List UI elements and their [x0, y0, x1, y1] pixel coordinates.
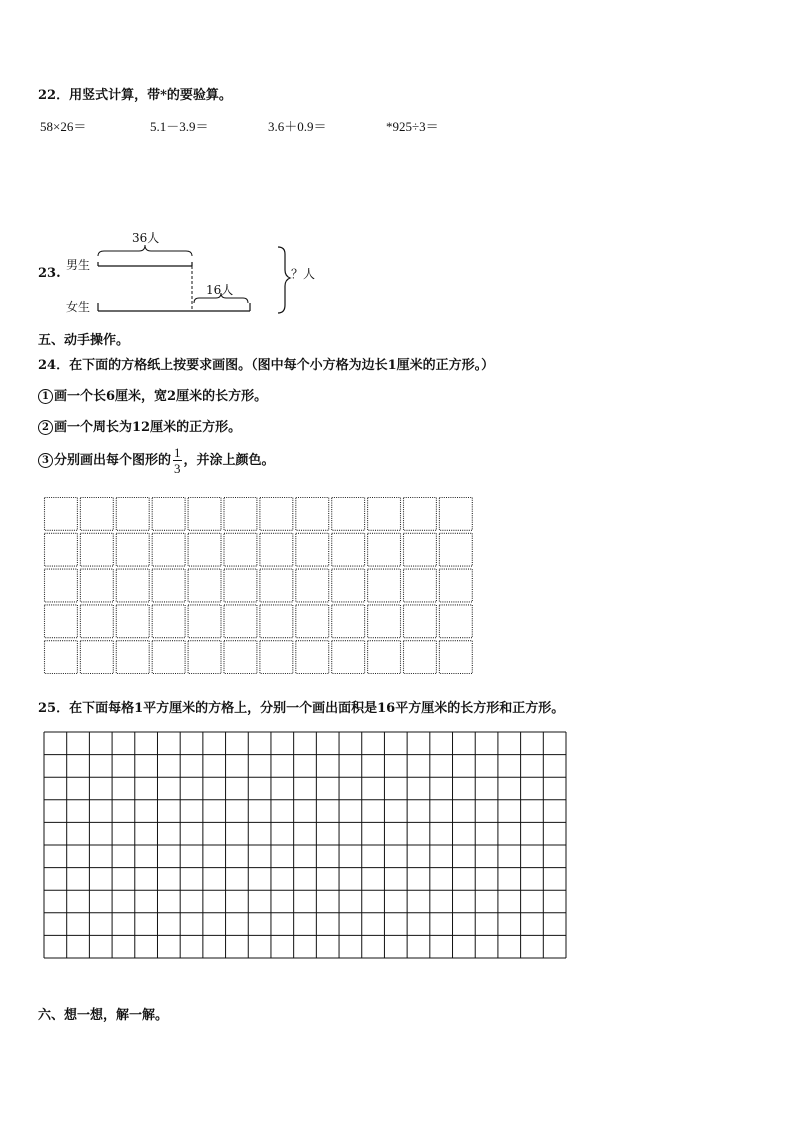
section6-title: 六、想一想，解一解。 — [38, 1008, 169, 1023]
q22-expr-4: *925÷3＝ — [386, 119, 439, 134]
q24-item-1: 1 画一个长6厘米，宽2厘米的长方形。 — [38, 385, 267, 404]
diff-value-label: 16人 — [206, 283, 234, 297]
top-value-label: 36人 — [132, 231, 160, 245]
q23-number: 23. — [38, 266, 61, 281]
boys-label: 男生 — [66, 258, 91, 272]
q24-item-2: 2 画一个周长为12厘米的正方形。 — [38, 416, 241, 435]
section5-title: 五、动手操作。 — [38, 333, 130, 348]
circled-number-3: 3 — [38, 453, 53, 468]
circled-number-2: 2 — [38, 420, 53, 435]
q22-expr-3: 3.6＋0.9＝ — [268, 119, 327, 134]
girls-label: 女生 — [66, 300, 91, 314]
circled-number-1: 1 — [38, 389, 53, 404]
q24-title: 24．在下面的方格纸上按要求画图。（图中每个小方格为边长1厘米的正方形。） — [38, 358, 495, 373]
q24-item-3: 3 分别画出每个图形的 $\frac{1}{3}$ ，并涂上颜色。 — [38, 445, 275, 476]
q22-expr-2: 5.1－3.9＝ — [150, 119, 209, 134]
q22-expr-1: 58×26＝ — [40, 119, 87, 134]
total-label: ？人 — [291, 267, 316, 281]
q22-title: 22．用竖式计算，带*的要验算。 — [38, 88, 232, 103]
q25-title: 25．在下面每格1平方厘米的方格上，分别一个画出面积是16平方厘米的长方形和正方形。 — [38, 701, 565, 716]
fraction-one-third: $\frac{1}{3}$ — [174, 445, 181, 476]
